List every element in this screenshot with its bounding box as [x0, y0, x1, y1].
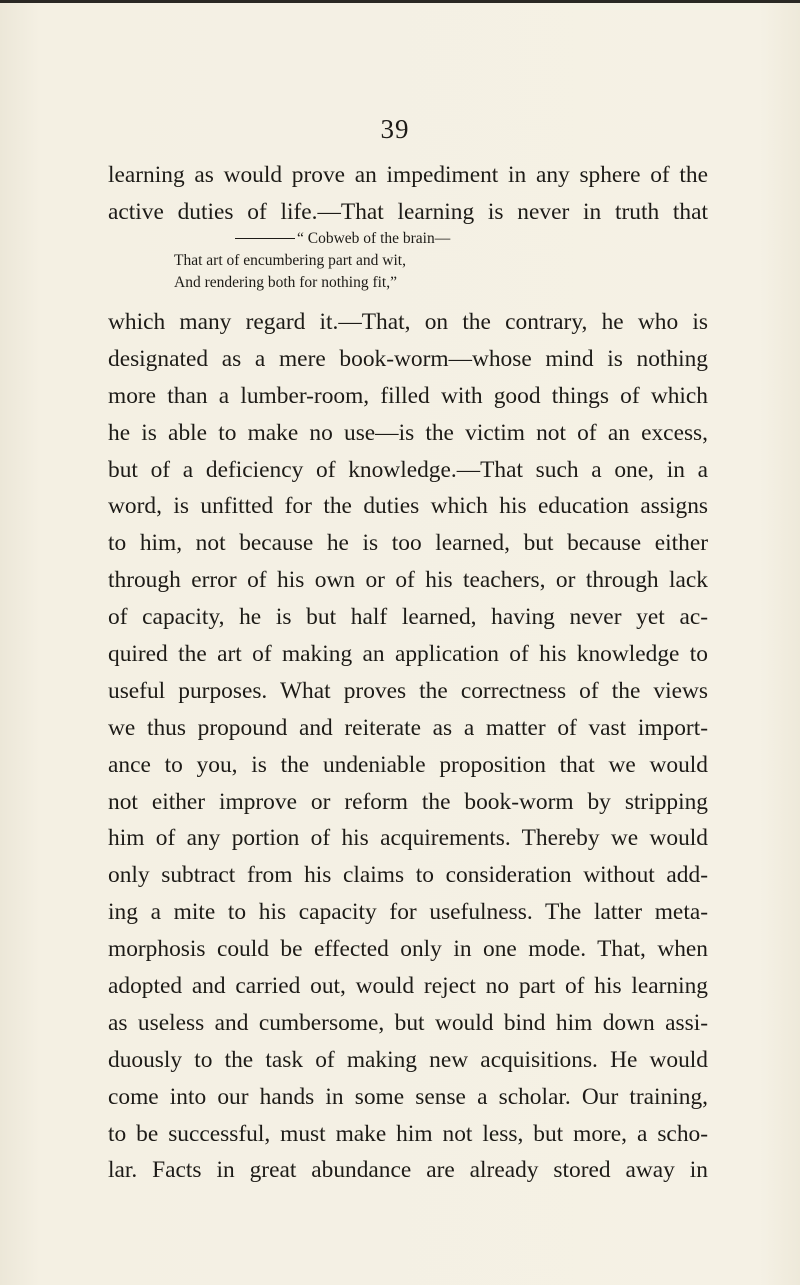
- text-line: as useless and cumbersome, but would bind him down assi-: [108, 1009, 708, 1036]
- text-line: him of any portion of his acquirements. Thereby we would: [108, 825, 708, 852]
- text-line: word, is unfitted for the duties which his education assigns: [108, 493, 708, 520]
- paragraph-after-quote: [108, 304, 708, 1189]
- quote-line-1: [235, 228, 450, 250]
- text-line: useful purposes. What proves the correctness of the views: [108, 677, 708, 704]
- text-line: not either improve or reform the book-worm by stripping: [108, 788, 708, 815]
- quote-line-2: That art of encumbering part and wit,: [174, 252, 406, 269]
- em-rule: [235, 238, 295, 239]
- text-line: ing a mite to his capacity for usefulness. The latter meta-: [108, 899, 708, 926]
- text-line: duously to the task of making new acquisitions. He would: [108, 1046, 708, 1073]
- quote-line-3: And rendering both for nothing fit,”: [174, 274, 397, 291]
- text-line: to him, not because he is too learned, but because either: [108, 530, 708, 557]
- text-line: lar. Facts in great abundance are already stored away in: [108, 1157, 708, 1184]
- text-line: but of a deficiency of knowledge.—That such a one, in a: [108, 456, 708, 483]
- text-line: quired the art of making an application of his knowledge to: [108, 641, 708, 668]
- page-number: 39: [380, 114, 410, 144]
- text-line: active duties of life.—That learning is never in truth that: [108, 198, 708, 225]
- text-line: of capacity, he is but half learned, having never yet ac-: [108, 604, 708, 631]
- text-line: adopted and carried out, would reject no part of his learning: [108, 973, 708, 1000]
- text-line: only subtract from his claims to consideration without add-: [108, 862, 708, 889]
- text-line: ance to you, is the undeniable proposition that we would: [108, 751, 708, 778]
- text-line: we thus propound and reiterate as a matter of vast import-: [108, 714, 708, 741]
- text-line: morphosis could be effected only in one mode. That, when: [108, 936, 708, 963]
- quote-text: “ Cobweb of the brain—: [297, 230, 451, 247]
- text-line: through error of his own or of his teachers, or through lack: [108, 567, 708, 594]
- text-line: to be successful, must make him not less, but more, a scho-: [108, 1120, 708, 1147]
- text-line: which many regard it.—That, on the contrary, he who is: [108, 309, 708, 335]
- page-top-edge: [0, 0, 800, 3]
- text-line: more than a lumber-room, filled with good things of which: [108, 382, 708, 409]
- text-line: learning as would prove an impediment in any sphere of the: [108, 162, 708, 188]
- text-line: come into our hands in some sense a scholar. Our training,: [108, 1083, 708, 1110]
- text-line: he is able to make no use—is the victim not of an excess,: [108, 419, 708, 446]
- paragraph-before-quote: [108, 157, 708, 231]
- text-line: designated as a mere book-worm—whose mind is nothing: [108, 345, 708, 372]
